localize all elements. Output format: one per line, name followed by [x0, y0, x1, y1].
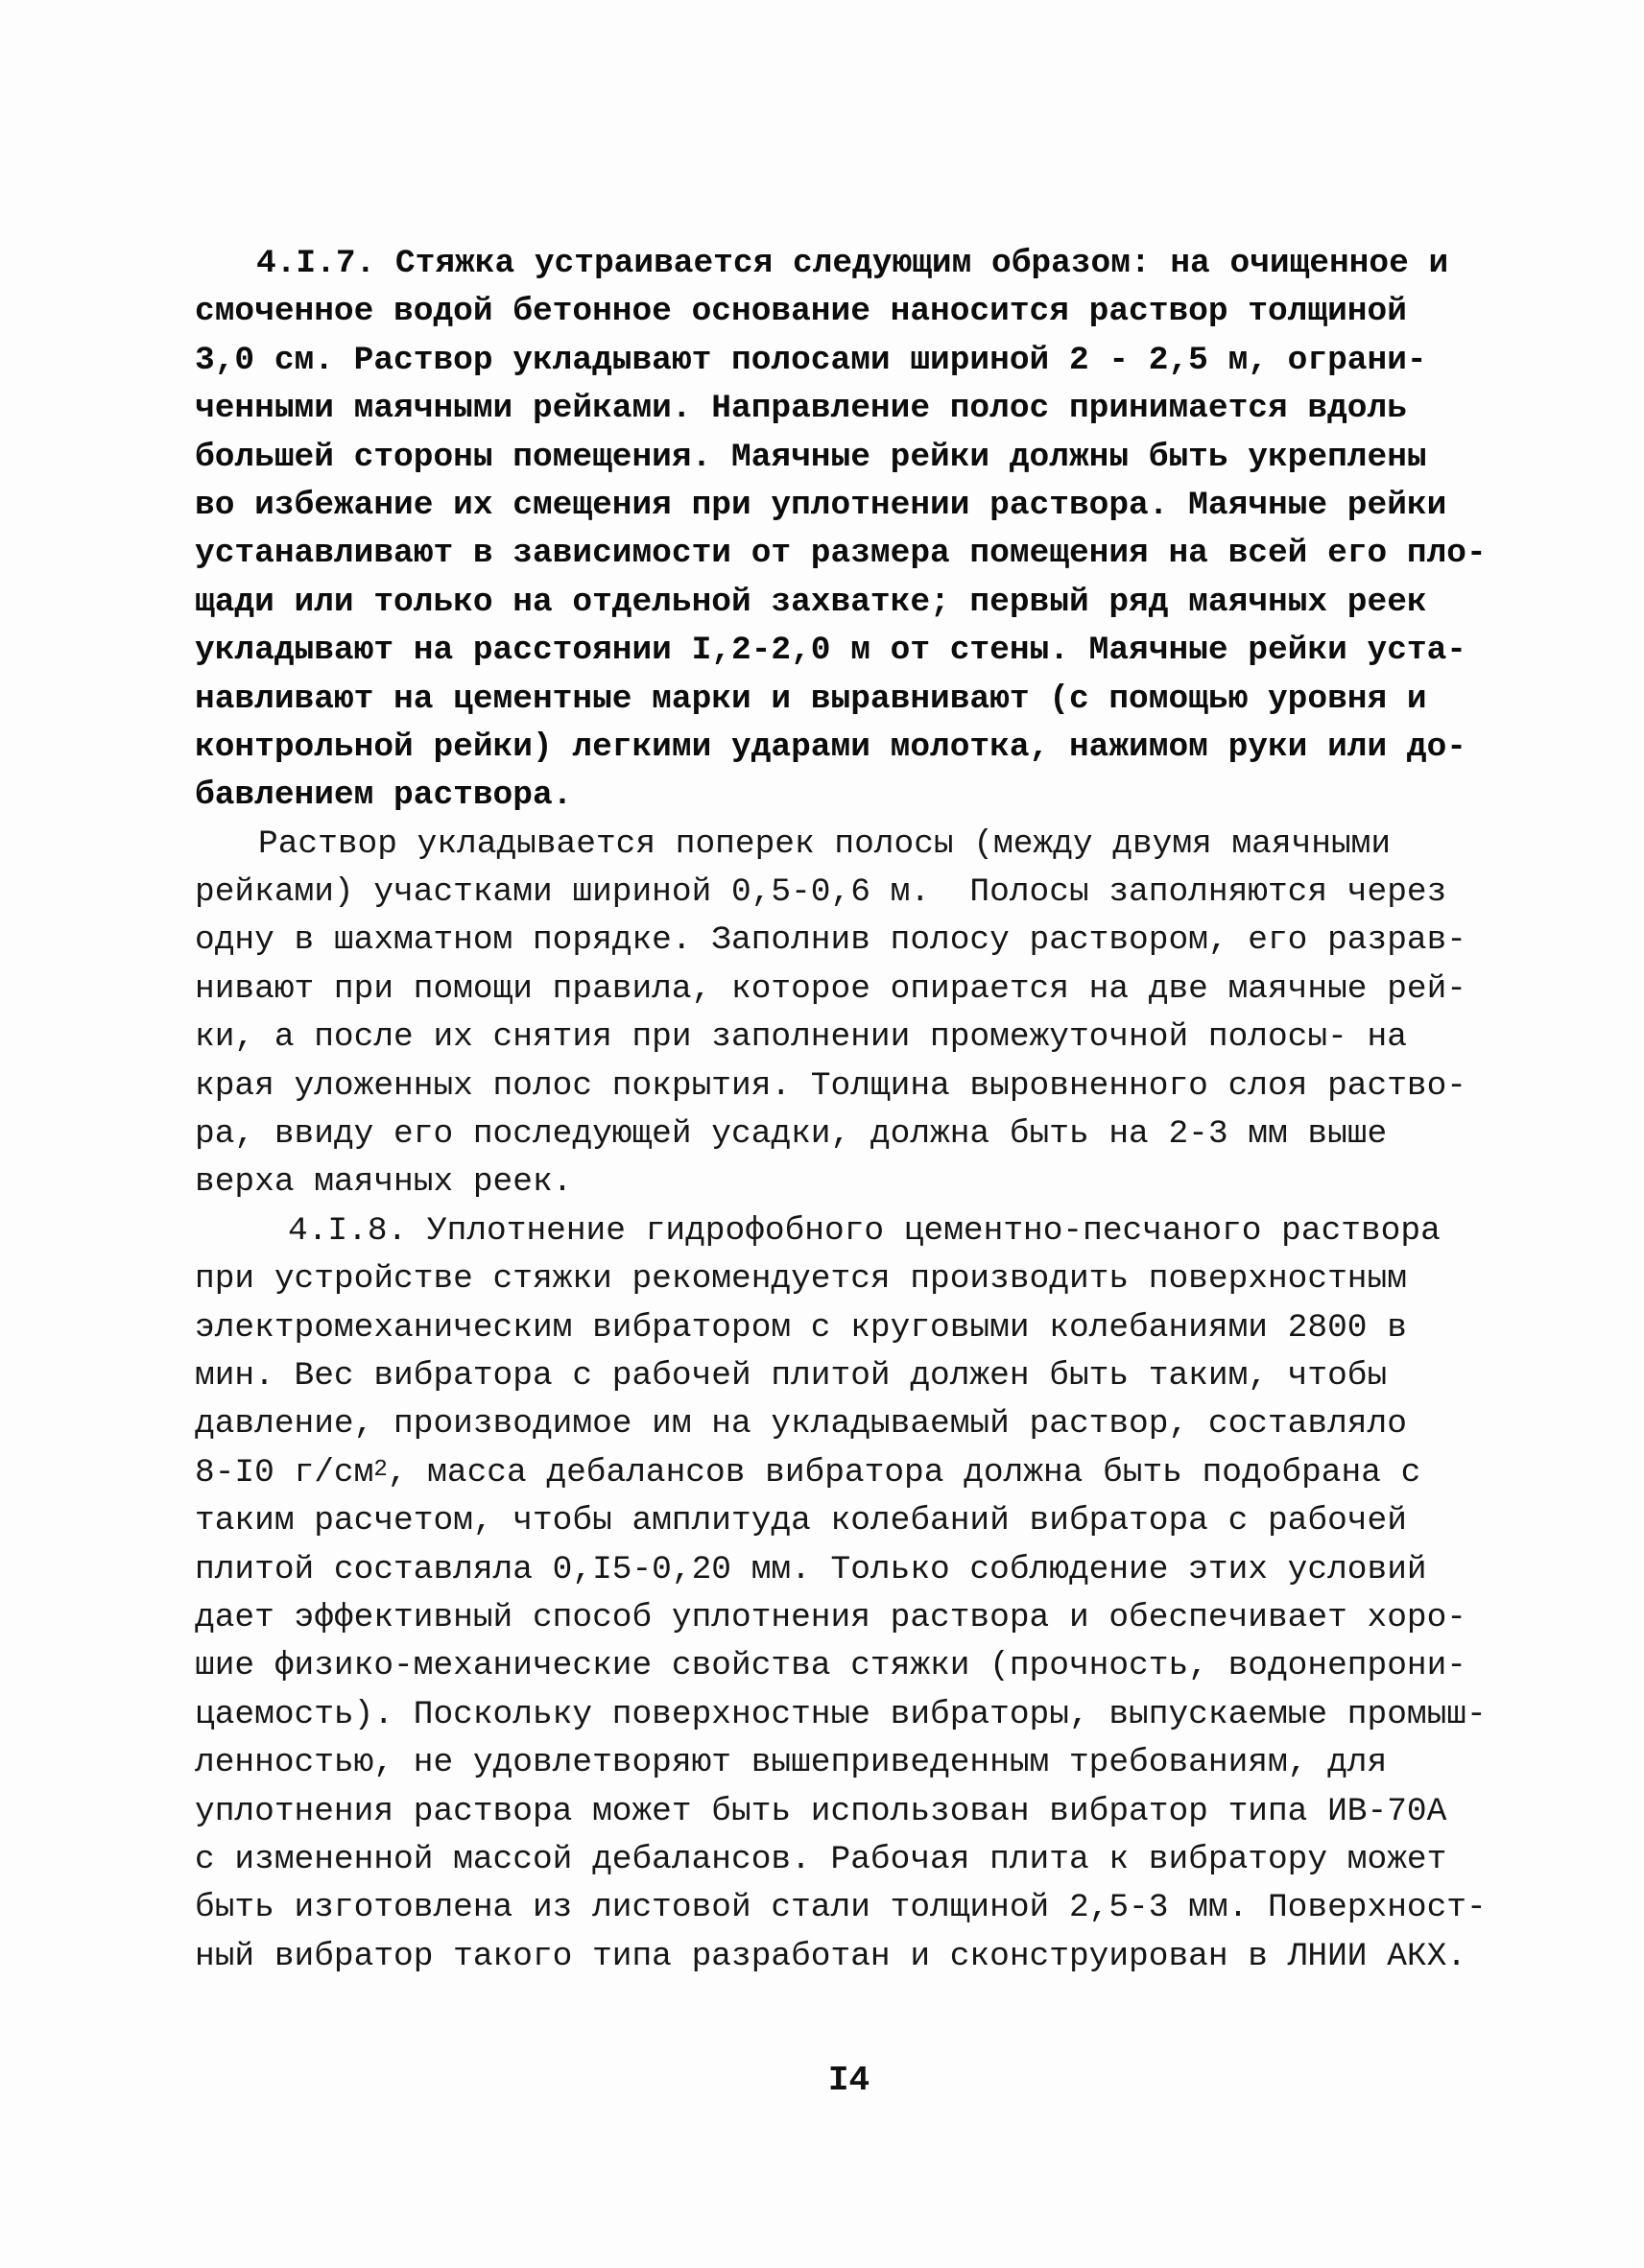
text-fragment: 8-I0 г/см [195, 1453, 374, 1492]
paragraph-4-1-8 [195, 1207, 1487, 1981]
text-line: 3,0 см. Раствор укладывают полосами шириной 2 - 2,5 м, ограни- [195, 341, 1427, 379]
text-line: дает эффективный способ уплотнения раствора и обеспечивает хоро- [195, 1598, 1467, 1636]
text-line: таким расчетом, чтобы амплитуда колебаний вибратора с рабочей [195, 1502, 1407, 1540]
text-line: щади или только на отдельной захватке; первый ряд маячных реек [195, 583, 1427, 621]
text-line: шие физико-механические свойства стяжки (прочность, водонепрони- [195, 1647, 1467, 1685]
body-text [195, 240, 1487, 1981]
text-line: одну в шахматном порядке. Заполнив полосу раствором, его разрав- [195, 921, 1467, 960]
text-line: во избежание их смещения при уплотнении раствора. Маячные рейки [195, 486, 1447, 524]
text-line: укладывают на расстоянии I,2-2,0 м от стены. Маячные рейки уста- [195, 632, 1467, 670]
text-line-with-superscript [195, 1449, 1481, 1497]
text-line: контрольной рейки) легкими ударами молотка, нажимом руки или до- [195, 728, 1467, 766]
text-line: цаемость). Поскольку поверхностные вибраторы, выпускаемые промыш- [195, 1695, 1487, 1733]
text-line: давление, производимое им на укладываемый раствор, составляло [195, 1405, 1407, 1444]
text-line: при устройстве стяжки рекомендуется производить поверхностным [195, 1260, 1407, 1299]
paragraph-mortar-laying [195, 821, 1481, 1207]
text-line: ки, а после их снятия при заполнении промежуточной полосы- на [195, 1018, 1407, 1057]
page-number: I4 [827, 2061, 870, 2100]
text-line: электромеханическим вибратором с круговыми колебаниями 2800 в [195, 1308, 1407, 1347]
text-fragment: , масса дебалансов вибратора должна быть подобрана с [387, 1453, 1421, 1492]
text-line: большей стороны помещения. Маячные рейки должны быть укреплены [195, 438, 1427, 476]
text-line: мин. Вес вибратора с рабочей плитой должен быть таким, чтобы [195, 1356, 1388, 1395]
text-line: Раствор укладывается поперек полосы (между двумя маячными [258, 824, 1392, 863]
text-line: навливают на цементные марки и выравнивают (с помощью уровня и [195, 680, 1427, 718]
text-line: с измененной массой дебалансов. Рабочая плита к вибратору может [195, 1840, 1447, 1878]
text-line: уплотнения раствора может быть использован вибратор типа ИВ-70А [195, 1792, 1447, 1830]
text-line: плитой составляла 0,I5-0,20 мм. Только соблюдение этих условий [195, 1550, 1427, 1588]
text-line: устанавливают в зависимости от размера помещения на всей его пло- [195, 535, 1487, 573]
text-line: нивают при помощи правила, которое опирается на две маячные рей- [195, 969, 1467, 1008]
text-line: 4.I.8. Уплотнение гидрофобного цементно-песчаного раствора [288, 1211, 1441, 1250]
text-line: ченными маячными рейками. Направление полос принимается вдоль [195, 390, 1407, 428]
superscript: 2 [373, 1456, 388, 1483]
text-line: смоченное водой бетонное основание наносится раствор толщиной [195, 293, 1407, 331]
text-line: ра, ввиду его последующей усадки, должна быть на 2-3 мм выше [195, 1115, 1388, 1154]
text-line: 4.I.7. Стяжка устраивается следующим образом: на очищенное и [256, 245, 1449, 282]
text-line: ный вибратор такого типа разработан и сконструирован в ЛНИИ АКХ. [195, 1937, 1467, 1975]
text-line: края уложенных полос покрытия. Толщина выровненного слоя раство- [195, 1066, 1467, 1105]
text-line: рейками) участками шириной 0,5-0,6 м. Полосы заполняются через [195, 873, 1447, 912]
text-line: верха маячных реек. [195, 1163, 573, 1202]
paragraph-4-1-7 [195, 240, 1487, 821]
text-line: ленностью, не удовлетворяют вышеприведенным требованиям, для [195, 1744, 1388, 1782]
text-line: быть изготовлена из листовой стали толщиной 2,5-3 мм. Поверхност- [195, 1889, 1487, 1927]
text-line: бавлением раствора. [195, 776, 573, 815]
